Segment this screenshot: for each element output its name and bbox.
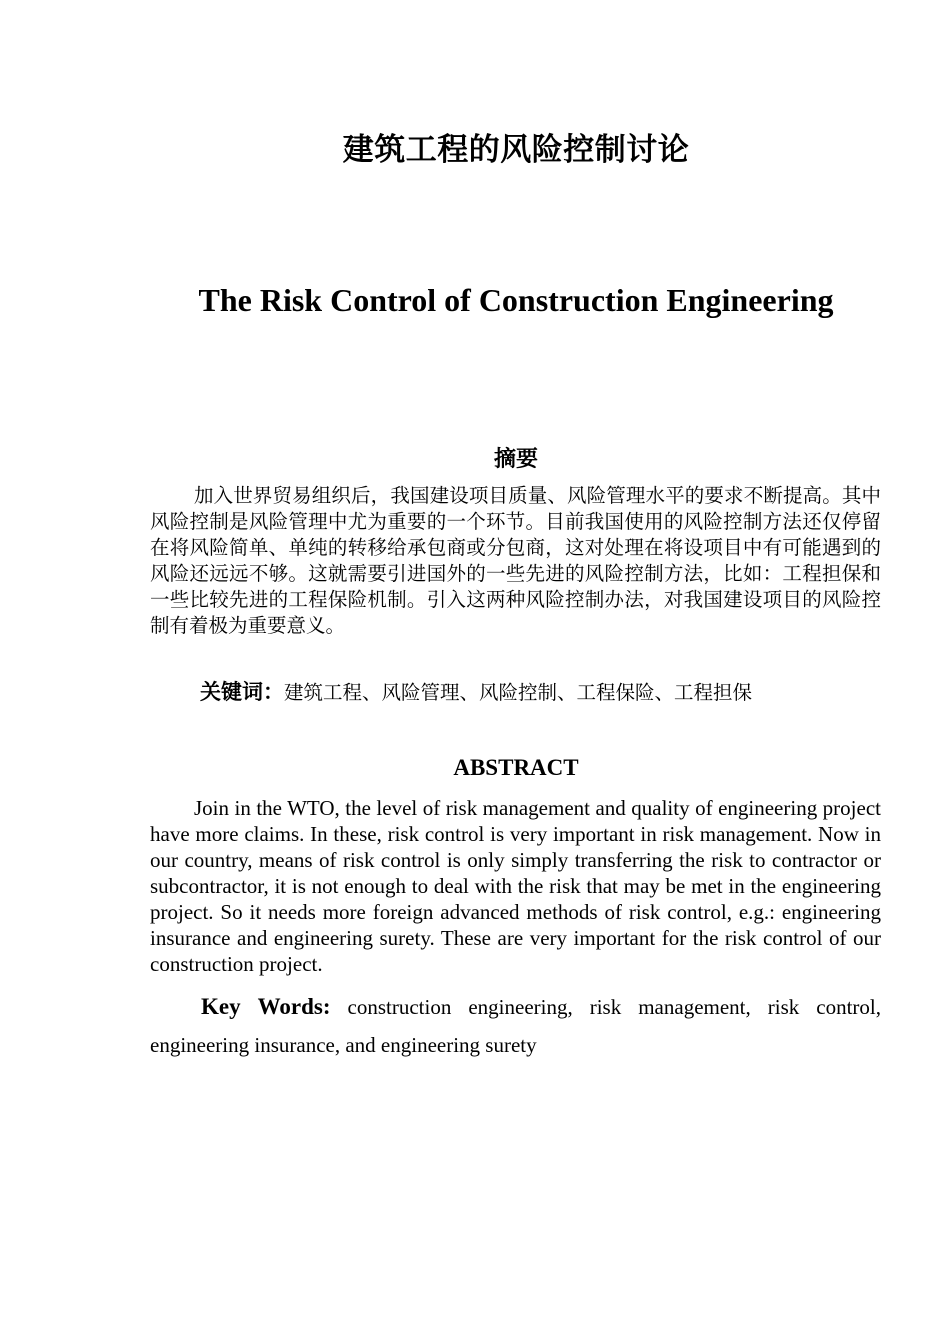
english-abstract-heading: ABSTRACT <box>453 755 579 780</box>
chinese-abstract-heading: 摘要 <box>493 447 538 472</box>
chinese-abstract-body: 加入世界贸易组织后，我国建设项目质量、风险管理水平的要求不断提高。其中风险控制是风险管理中尤为重要的一个环节。目前我国使用的风险控制方法还仅停留在将风险简单、单纯的转移给承包商或分包商，这对处理在将设项目中有可能遇到的风险还远远不够。这就需要引进国外的一些先进的风险控制方法，比如：工程担保和一些比较先进的工程保险机制。引入这两种风险控制办法，对我国建设项目的风险控制有着极为重要意义。 <box>150 484 881 637</box>
english-abstract-body: Join in the WTO, the level of risk management and quality of engineering project have more claims. In these, risk control is very important in risk management. Now in our country, means of risk control is only simply transferring the risk to contractor or subcontractor, it is not enough to deal with the risk that may be met in the engineering project. So it needs more foreign advanced methods of risk control, e.g.: engineering insurance and engineering surety. These are very important for the risk control of our construction project. <box>150 796 881 976</box>
english-title: The Risk Control of Construction Engineering <box>198 282 834 318</box>
chinese-keywords <box>200 678 900 707</box>
english-keywords-text: construction engineering, risk management, risk control, engineering insurance, and engineering surety <box>150 995 881 1057</box>
english-keywords <box>150 988 881 1064</box>
chinese-keywords-label: 关键词： <box>200 680 284 704</box>
chinese-keywords-text: 建筑工程、风险管理、风险控制、工程保险、工程担保 <box>284 681 753 704</box>
english-keywords-label: Key Words: <box>201 994 331 1019</box>
chinese-title: 建筑工程的风险控制讨论 <box>342 132 690 168</box>
